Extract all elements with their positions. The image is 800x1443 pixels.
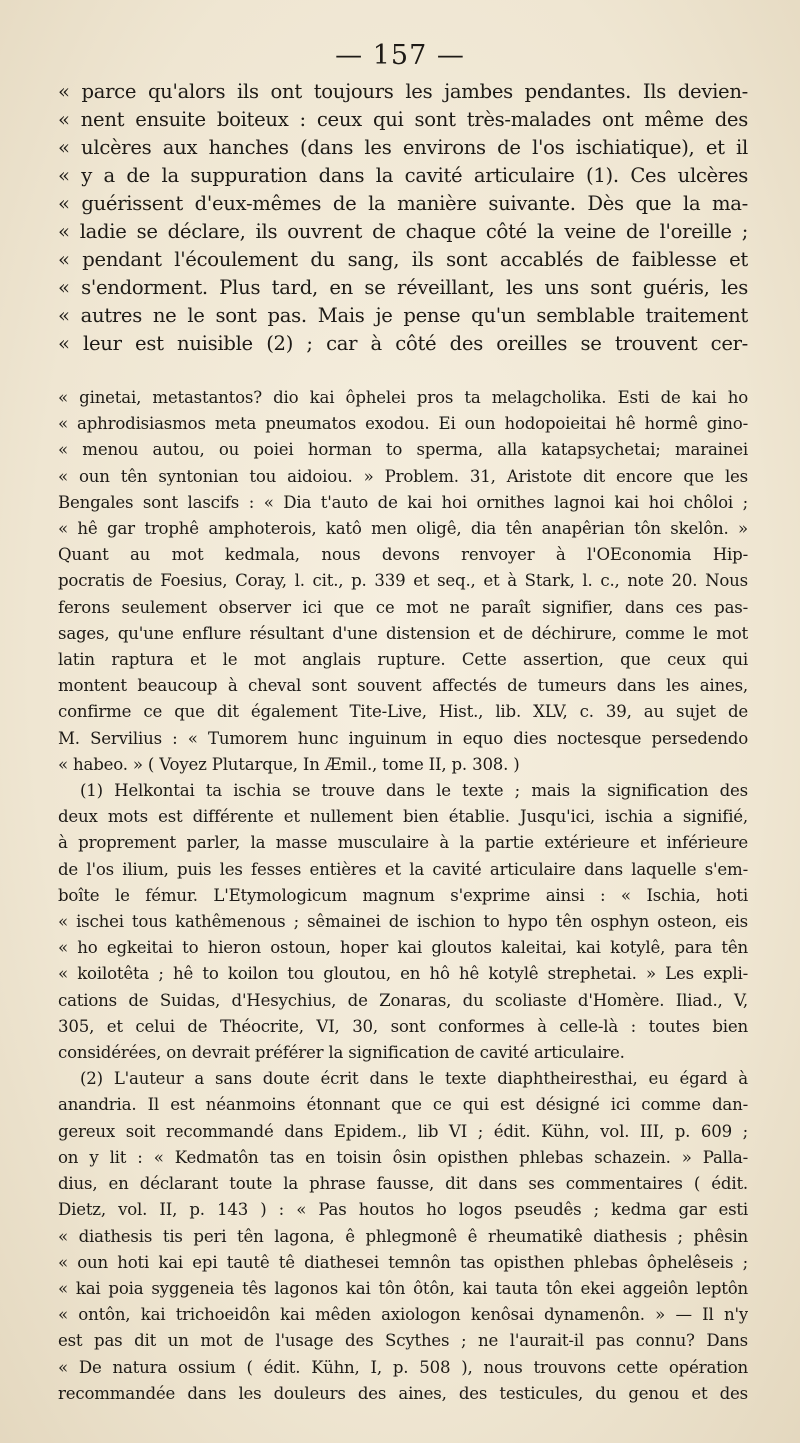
footnote-line: recommandée dans les douleurs des aines, des testicules, du genou et des — [58, 1383, 748, 1403]
footnote-line: Dietz, vol. II, p. 143 ) : « Pas houtos ho logos pseudês ; kedma gar esti — [58, 1200, 748, 1220]
footnote-line: (1) Helkontai ta ischia se trouve dans le texte ; mais la signification des — [80, 781, 748, 801]
main-text-line: « guérissent d'eux-mêmes de la manière suivante. Dès que la ma- — [58, 192, 748, 215]
footnote-line: deux mots est différente et nullement bien établie. Jusqu'ici, ischia a signifié, — [58, 807, 748, 827]
footnote-line: « habeo. » ( Voyez Plutarque, In Æmil., tome II, p. 308. ) — [58, 754, 520, 774]
footnote-line: montent beaucoup à cheval sont souvent affectés de tumeurs dans les aines, — [58, 676, 748, 696]
footnote-line: « hê gar trophê amphoterois, katô men oligê, dia tên anapêrian tôn skelôn. » — [58, 519, 748, 539]
footnote-line: « ischei tous kathêmenous ; sêmainei de ischion to hypo tên osphyn osteon, eis — [58, 912, 748, 932]
footnote-line: « ontôn, kai trichoeidôn kai mêden axiologon kenôsai dynamenôn. » — Il n'y — [58, 1305, 748, 1325]
footnote-line: dius, en déclarant toute la phrase fausse, dit dans ses commentaires ( édit. — [58, 1174, 748, 1194]
footnote-line: boîte le fémur. L'Etymologicum magnum s'exprime ainsi : « Ischia, hoti — [58, 885, 748, 905]
footnote-line: « ho egkeitai to hieron ostoun, hoper kai gloutos kaleitai, kai kotylê, para tên — [58, 938, 748, 958]
main-text-line: « ulcères aux hanches (dans les environs de l'os ischiatique), et il — [58, 136, 748, 159]
main-text-line: « leur est nuisible (2) ; car à côté des oreilles se trouvent cer- — [58, 332, 748, 355]
footnote-line: « oun tên syntonian tou aidoiou. » Problem. 31, Aristote dit encore que les — [58, 466, 748, 486]
main-text-line: « pendant l'écoulement du sang, ils sont accablés de faiblesse et — [58, 248, 748, 271]
footnote-line: confirme ce que dit également Tite-Live, Hist., lib. XLV, c. 39, au sujet de — [58, 702, 748, 722]
footnote-line: pocratis de Foesius, Coray, l. cit., p. 339 et seq., et à Stark, l. c., note 20. Nous — [58, 571, 748, 591]
main-text-line: « s'endorment. Plus tard, en se réveillant, les uns sont guéris, les — [58, 276, 748, 299]
footnote-line: à proprement parler, la masse musculaire à la partie extérieure et inférieure — [58, 833, 748, 853]
footnote-line: M. Servilius : « Tumorem hunc inguinum in equo dies noctesque persedendo — [58, 728, 748, 748]
main-text-line: « nent ensuite boiteux : ceux qui sont très-malades ont même des — [58, 108, 748, 131]
footnote-line: « aphrodisiasmos meta pneumatos exodou. Ei oun hodopoieitai hê hormê gino- — [58, 414, 748, 434]
footnote-line: 305, et celui de Théocrite, VI, 30, sont conformes à celle-là : toutes bien — [58, 1016, 748, 1036]
footnote-line: Bengales sont lascifs : « Dia t'auto de kai hoi ornithes lagnoi kai hoi chôloi ; — [58, 492, 748, 512]
main-text-line: « y a de la suppuration dans la cavité articulaire (1). Ces ulcères — [58, 164, 748, 187]
footnotes-block — [58, 385, 748, 1407]
page-number: — 157 — — [335, 40, 465, 71]
main-text-line: « ladie se déclare, ils ouvrent de chaque côté la veine de l'oreille ; — [58, 220, 748, 243]
footnote-line: cations de Suidas, d'Hesychius, de Zonaras, du scoliaste d'Homère. Iliad., V, — [58, 990, 748, 1010]
footnote-line: on y lit : « Kedmatôn tas en toisin ôsin opisthen phlebas schazein. » Palla- — [58, 1147, 748, 1167]
footnote-line: (2) L'auteur a sans doute écrit dans le texte diaphtheiresthai, eu égard à — [80, 1069, 748, 1089]
footnote-line: « ginetai, metastantos? dio kai ôphelei pros ta melagcholika. Esti de kai ho — [58, 388, 748, 407]
footnote-line: « menou autou, ou poiei horman to sperma, alla katapsychetai; marainei — [58, 440, 748, 460]
footnote-line: Quant au mot kedmala, nous devons renvoyer à l'OEconomia Hip- — [58, 545, 748, 565]
footnote-line: latin raptura et le mot anglais rupture. Cette assertion, que ceux qui — [58, 650, 748, 670]
footnote-line: ferons seulement observer ici que ce mot ne paraît signifier, dans ces pas- — [58, 597, 748, 617]
main-text-block — [58, 78, 748, 358]
footnote-line: gereux soit recommandé dans Epidem., lib VI ; édit. Kühn, vol. III, p. 609 ; — [58, 1121, 748, 1141]
footnote-line: sages, qu'une enflure résultant d'une distension et de déchirure, comme le mot — [58, 623, 748, 643]
main-text-line: « autres ne le sont pas. Mais je pense qu'un semblable traitement — [58, 304, 748, 327]
footnote-line: « koilotêta ; hê to koilon tou gloutou, en hô hê kotylê strephetai. » Les expli- — [58, 964, 748, 984]
footnote-line: anandria. Il est néanmoins étonnant que ce qui est désigné ici comme dan- — [58, 1095, 748, 1115]
footnote-line: considérées, on devrait préférer la signification de cavité articulaire. — [58, 1043, 625, 1063]
footnote-line: « De natura ossium ( édit. Kühn, I, p. 508 ), nous trouvons cette opération — [58, 1357, 748, 1377]
footnote-line: « kai poia syggeneia tês lagonos kai tôn ôtôn, kai tauta tôn ekei aggeiôn leptôn — [58, 1278, 748, 1298]
footnote-line: « oun hoti kai epi tautê tê diathesei temnôn tas opisthen phlebas ôphelêseis ; — [58, 1252, 748, 1272]
footnote-line: « diathesis tis peri tên lagona, ê phlegmonê ê rheumatikê diathesis ; phêsin — [58, 1226, 748, 1246]
footnote-line: est pas dit un mot de l'usage des Scythes ; ne l'aurait-il pas connu? Dans — [58, 1331, 748, 1351]
footnote-line: de l'os ilium, puis les fesses entières et la cavité articulaire dans laquelle s'em- — [58, 859, 748, 879]
main-text-line: « parce qu'alors ils ont toujours les jambes pendantes. Ils devien- — [58, 80, 748, 103]
